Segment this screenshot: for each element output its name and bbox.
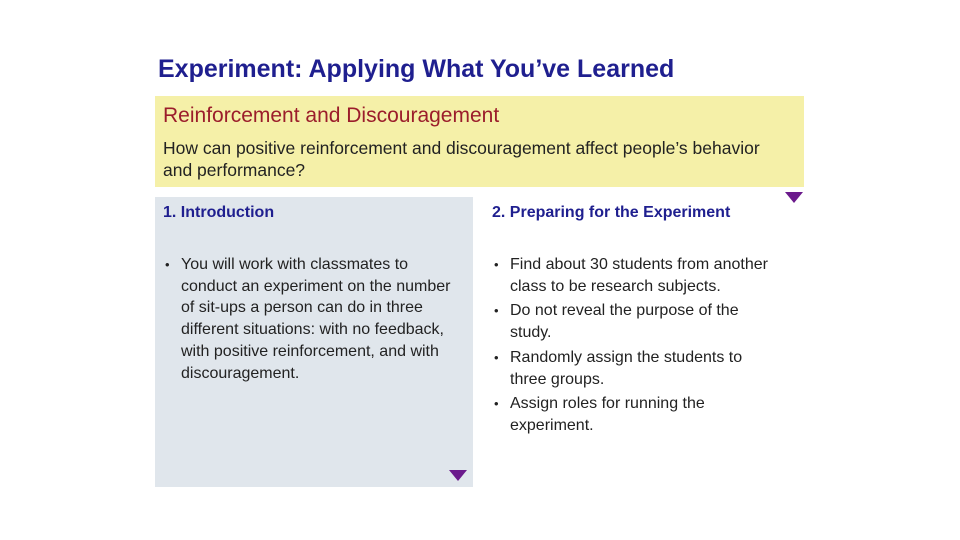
list-item: • Do not reveal the purpose of the study. (492, 300, 782, 343)
list-item: • Randomly assign the students to three groups. (492, 347, 782, 390)
list-item: • Assign roles for running the experiment. (492, 393, 782, 436)
preparing-list (492, 254, 782, 440)
triangle-down-icon[interactable] (449, 470, 467, 481)
introduction-list (163, 254, 463, 384)
question-banner (155, 96, 804, 187)
preparing-heading: 2. Preparing for the Experiment (492, 204, 731, 221)
banner-question: How can positive reinforcement and discouragement affect people’s behavior and performance? (163, 138, 760, 180)
triangle-down-icon[interactable] (785, 192, 803, 203)
slide-title: Experiment: Applying What You’ve Learned (158, 55, 675, 83)
introduction-heading: 1. Introduction (163, 204, 275, 221)
list-item: • Find about 30 students from another class to be research subjects. (492, 254, 782, 297)
introduction-panel (155, 197, 473, 487)
list-item: • You will work with classmates to conduct an experiment on the number of sit-ups a person can do in three different situations: with no feedback, with positive reinforcement, and with discouragement. (163, 254, 463, 384)
banner-heading: Reinforcement and Discouragement (163, 104, 500, 127)
